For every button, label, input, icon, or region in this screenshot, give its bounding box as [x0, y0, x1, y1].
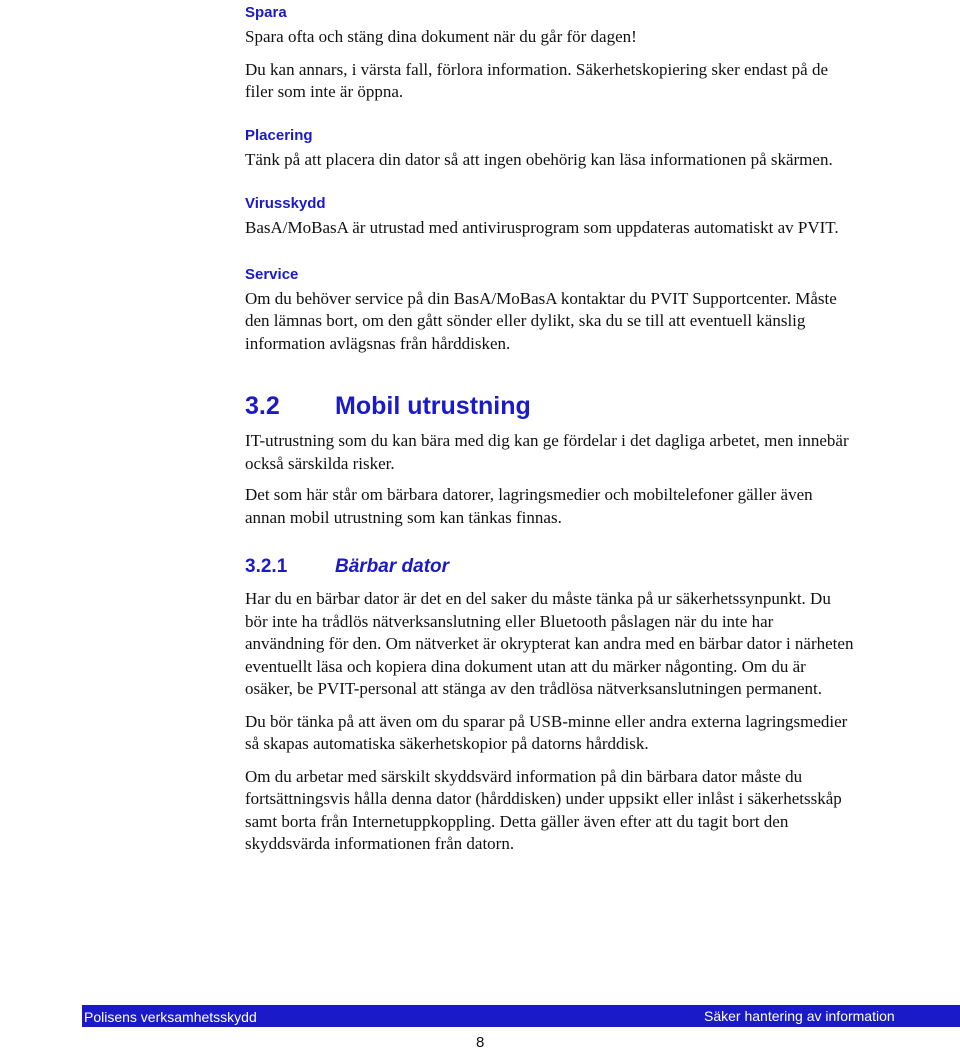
- paragraph-chapter-1: IT-utrustning som du kan bära med dig kan ge fördelar i det dagliga arbetet, men innebär också särskilda risker.: [245, 431, 849, 473]
- paragraph-spara-2: Du kan annars, i värsta fall, förlora information. Säkerhetskopiering sker endast på de filer som inte är öppna.: [245, 59, 829, 101]
- subchapter-title: Bärbar dator: [335, 556, 450, 577]
- heading-service: Service: [245, 265, 299, 283]
- page-number: 8: [476, 1034, 485, 1051]
- heading-spara: Spara: [245, 4, 287, 21]
- footer-bar: [82, 1005, 960, 1027]
- paragraph-chapter-2: Det som här står om bärbara datorer, lagringsmedier och mobiltelefoner gäller även annan mobil utrustning som kan tänkas finnas.: [245, 485, 813, 527]
- chapter-heading: [245, 391, 855, 421]
- paragraph-subchapter-2: Du bör tänka på att även om du sparar på USB-minne eller andra externa lagringsmedier så skapas automatiska säkerhetskopior på datorns hårddisk.: [245, 711, 848, 753]
- chapter-title: Mobil utrustning: [335, 392, 531, 420]
- footer-right-text: Säker hantering av information: [704, 1008, 895, 1024]
- paragraph-subchapter-1: Har du en bärbar dator är det en del saker du måste tänka på ur säkerhetssynpunkt. Du bör inte ha trådlös nätverksanslutning eller Bluetooth påslagen när du inte har användning för den. Om nätverket är okrypterat kan andra med en bärbar dator i närheten eventuellt läsa och kopiera dina dokument utan att du märker någonting. Om du är osäker, be PVIT-personal att stänga av den trådlösa nätverksanslutningen permanent.: [245, 589, 854, 698]
- paragraph-subchapter-3: Om du arbetar med särskilt skyddsvärd information på din bärbara dator måste du fortsättningsvis hålla denna dator (hårddisken) under uppsikt eller inlåst i säkerhetsskåp samt borta från Internetuppkoppling. Detta gäller även efter att du tagit bort den skyddsvärda informationen från datorn.: [245, 766, 842, 853]
- paragraph-virusskydd-1: BasA/MoBasA är utrustad med antivirusprogram som uppdateras automatiskt av PVIT.: [245, 218, 839, 237]
- subchapter-heading: [245, 555, 855, 579]
- heading-virusskydd: Virusskydd: [245, 195, 326, 212]
- subchapter-number: 3.2.1: [245, 556, 288, 577]
- document-body: [245, 0, 855, 856]
- paragraph-placering-1: Tänk på att placera din dator så att ingen obehörig kan läsa informationen på skärmen.: [245, 149, 833, 169]
- heading-placering: Placering: [245, 126, 313, 144]
- paragraph-service-1: Om du behöver service på din BasA/MoBasA kontaktar du PVIT Supportcenter. Måste den lämnas bort, om den gått sönder eller dylikt, ska du se till att eventuell känslig information avlägsnas från hårddisken.: [245, 288, 837, 353]
- footer-left-text: Polisens verksamhetsskydd: [84, 1009, 257, 1025]
- chapter-number: 3.2: [245, 392, 280, 420]
- paragraph-spara-1: Spara ofta och stäng dina dokument när du går för dagen!: [245, 27, 637, 46]
